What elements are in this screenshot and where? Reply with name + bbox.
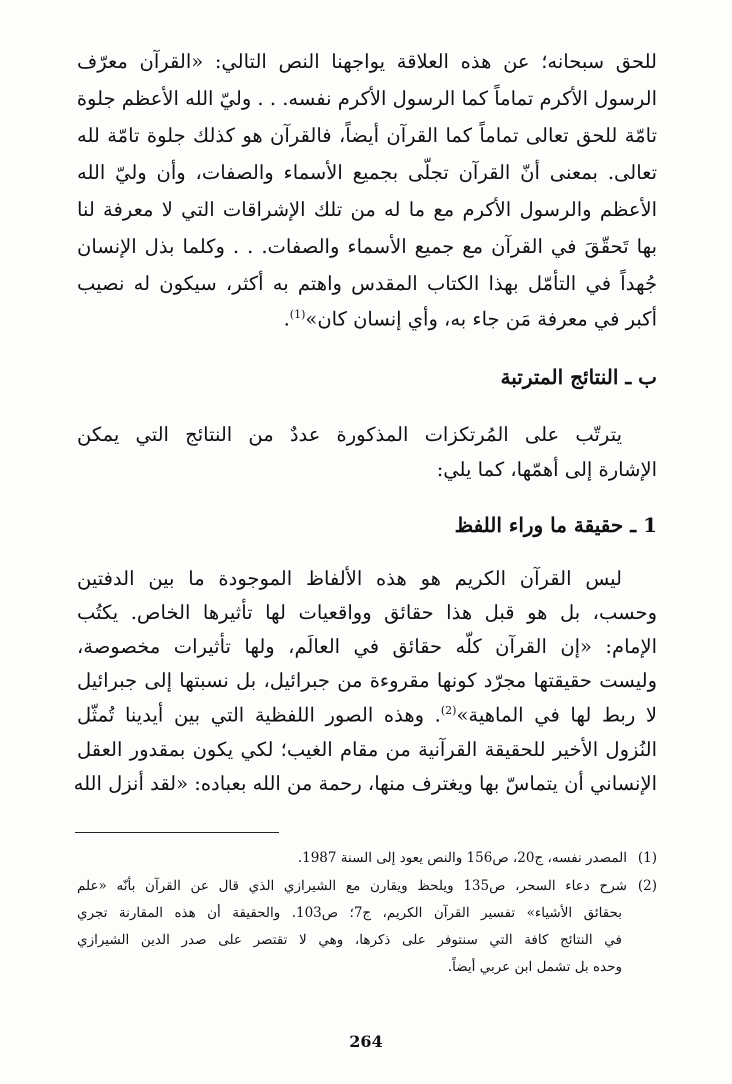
footnote-2-line: بحقائق الأشياء» تفسير القرآن الكريم، ج7؛ ص103. والحقيقة أن هذه المقارنة تجري [77, 905, 623, 921]
paragraph-line: الرسول الأكرم تماماً كما الرسول الأكرم نفسه. . . وليّ الله الأعظم جلوة [76, 87, 657, 110]
footnote-ref-1: (1) [289, 308, 306, 321]
paragraph-line: للحق سبحانه؛ عن هذه العلاقة يواجهنا النص التالي: «القرآن معرّف [77, 50, 657, 73]
paragraph-line: الإمام: «إن القرآن كلّه حقائق في العالَم، ولها تأثيرات مخصوصة، [77, 635, 657, 658]
paragraph-text: أكبر في معرفة مَن جاء به، وأي إنسان كان» [305, 307, 657, 331]
paragraph-line: يترتّب على المُرتكزات المذكورة عددٌ من النتائج التي يمكن [77, 423, 622, 446]
footnote-2-line: وحده بل تشمل ابن عربي أيضاً. [447, 959, 622, 975]
footnote-2-line: في النتائج كافة التي سنتوفر على ذكرها، وهي لا تقتصر على صدر الدين الشيرازي [77, 932, 622, 948]
paragraph-line [77, 705, 657, 725]
footnote-1 [77, 852, 657, 866]
footnote-separator [75, 832, 279, 833]
paragraph-line: وليست حقيقتها مجرّد كونها مقروءة من جبرائيل، بل نسبتها إلى جبرائيل [77, 669, 657, 692]
paragraph-text: . وهذه الصور اللفظية التي بين أيدينا تُمثّل [77, 703, 441, 727]
paragraph-line [77, 309, 657, 329]
footnote-text: المصدر نفسه، ج20، ص156 والنص يعود إلى السنة 1987. [297, 850, 627, 866]
paragraph-line: جُهداً في التأمّل بهذا الكتاب المقدس واهتم به أكثر، سيكون له نصيب [77, 272, 657, 295]
paragraph-line: الإنساني أن يتماسّ بها ويغترف منها، رحمة من الله بعباده: «لقد أنزل الله [73, 772, 657, 795]
paragraph-line: تامّة للحق تعالى تماماً كما القرآن أيضاً، فالقرآن هو كذلك جلوة تامّة لله [77, 124, 657, 147]
paragraph-text: . [283, 307, 290, 331]
footnote-2 [77, 880, 657, 894]
paragraph-line: الأعظم والرسول الأكرم مع ما له من تلك الإشراقات التي لا معرفة لنا [77, 198, 657, 221]
footnote-number: (1) [637, 850, 657, 866]
page-number: 264 [349, 1032, 383, 1051]
subsection-heading: 1 ـ حقيقة ما وراء اللفظ [454, 513, 657, 537]
paragraph-line: النُزول الأخير للحقيقة القرآنية من مقام الغيب؛ لكي يكون بمقدور العقل [77, 738, 657, 761]
paragraph-text: لا ربط لها في الماهية» [456, 703, 658, 727]
footnote-number: (2) [637, 878, 657, 894]
paragraph-line: وحسب، بل هو قبل هذا حقائق وواقعيات لها تأثيرها الخاص. يكتُب [77, 601, 657, 624]
footnote-text: شرح دعاء السحر، ص135 ويلحظ ويقارن مع الشيرازي الذي قال عن القرآن بأنّه «علم [77, 878, 627, 894]
paragraph-line: ليس القرآن الكريم هو هذه الألفاظ الموجودة ما بين الدفتين [77, 567, 622, 590]
paragraph-line: الإشارة إلى أهمّها، كما يلي: [436, 458, 657, 481]
section-heading: ب ـ النتائج المترتبة [500, 365, 657, 389]
paragraph-line: بها تَحقّقَ في القرآن مع جميع الأسماء والصفات. . . وكلما بذل الإنسان [77, 235, 657, 258]
paragraph-line: تعالى. بمعنى أنّ القرآن تجلّى بجميع الأسماء والصفات، وأن وليّ الله [77, 161, 657, 184]
footnote-ref-2: (2) [440, 704, 457, 717]
